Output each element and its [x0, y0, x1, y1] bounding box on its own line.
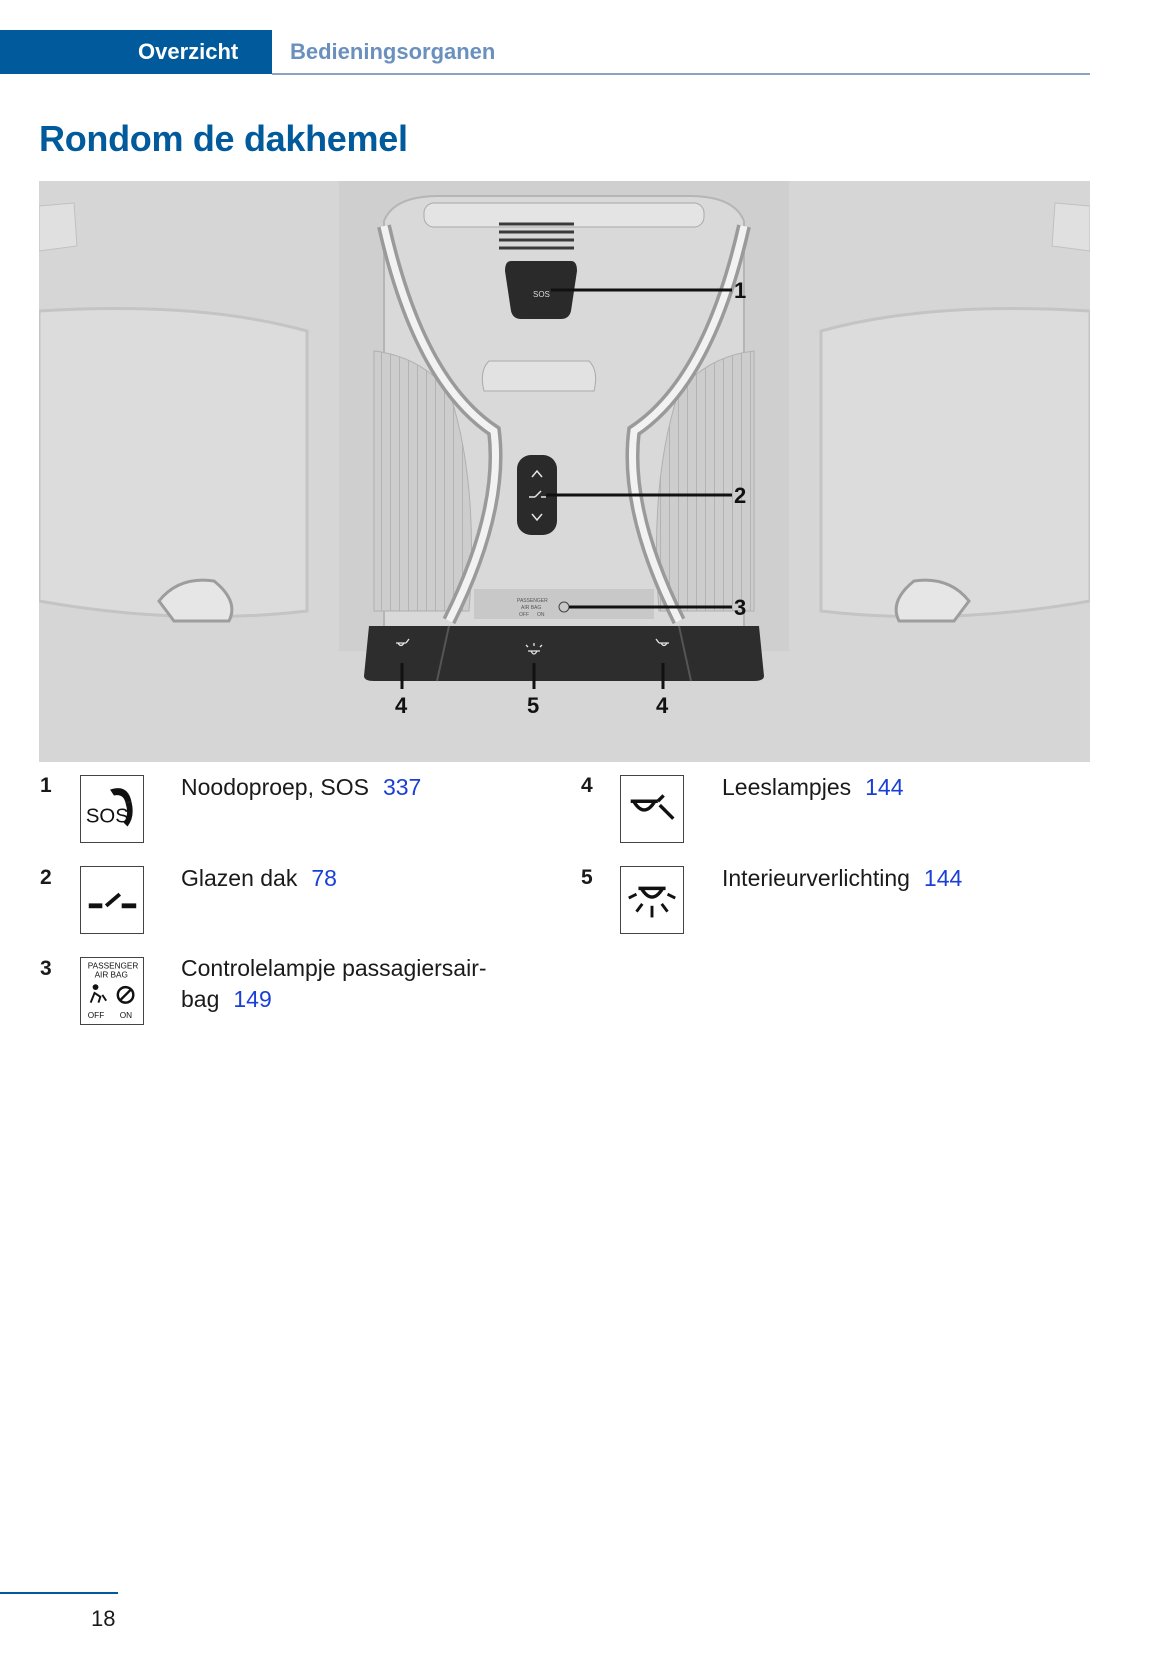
legend-item-passenger-airbag: Controlelampje passagiersair- bag 149 — [181, 955, 487, 1012]
legend-item-reading-lamps: Leeslampjes 144 — [722, 774, 904, 800]
svg-text:OFF: OFF — [87, 1011, 105, 1021]
legend-item-interior-lighting: Interieurverlichting 144 — [722, 865, 963, 891]
callout-3: 3 — [734, 595, 747, 620]
light-switch-panel — [364, 626, 764, 681]
legend-item-sos: Noodoproep, SOS 337 — [181, 774, 422, 800]
svg-text:SOS: SOS — [85, 805, 129, 828]
roof-console-illustration — [39, 181, 1090, 762]
legend-num-3: 3 — [40, 957, 52, 980]
legend-num-1: 1 — [40, 774, 52, 797]
page-ref-149[interactable]: 149 — [233, 986, 272, 1012]
page-ref-144-reading[interactable]: 144 — [865, 774, 904, 800]
passenger-airbag-icon — [80, 957, 144, 1025]
page-title: Rondom de dakhemel — [39, 118, 408, 159]
callout-2: 2 — [734, 483, 747, 508]
svg-text:AIR BAG: AIR BAG — [521, 605, 542, 611]
interior-light-icon — [620, 866, 684, 934]
header-rule — [272, 73, 1090, 75]
page-ref-78[interactable]: 78 — [311, 865, 337, 891]
svg-text:PASSENGER: PASSENGER — [87, 961, 139, 971]
legend-item-glass-roof: Glazen dak 78 — [181, 865, 337, 891]
page-ref-337[interactable]: 337 — [382, 774, 422, 800]
header-tab-bedieningsorganen[interactable]: Bedieningsorganen — [290, 39, 496, 64]
page-ref-144-interior[interactable]: 144 — [923, 865, 963, 891]
sun-visor-left — [39, 309, 307, 617]
callout-1: 1 — [734, 278, 747, 303]
legend-num-2: 2 — [40, 866, 52, 889]
page-number: 18 — [91, 1606, 116, 1631]
sun-visor-right — [821, 309, 1090, 617]
legend-num-5: 5 — [581, 866, 593, 889]
svg-text:ON: ON — [119, 1011, 133, 1021]
sos-phone-icon — [80, 775, 144, 843]
reading-lamp-icon — [620, 775, 684, 843]
svg-text:PASSENGER: PASSENGER — [517, 598, 548, 604]
header-tab-overzicht[interactable]: Overzicht — [0, 30, 272, 74]
svg-text:SOS: SOS — [533, 290, 550, 299]
callout-5: 5 — [527, 693, 540, 718]
legend-num-4: 4 — [581, 774, 593, 797]
svg-text:OFF: OFF — [519, 612, 529, 618]
svg-text:ON: ON — [537, 612, 545, 618]
glass-roof-icon — [80, 866, 144, 934]
callout-4-right: 4 — [656, 693, 669, 718]
svg-text:AIR BAG: AIR BAG — [94, 970, 128, 980]
footer-rule — [0, 1592, 118, 1594]
callout-4-left: 4 — [395, 693, 408, 718]
